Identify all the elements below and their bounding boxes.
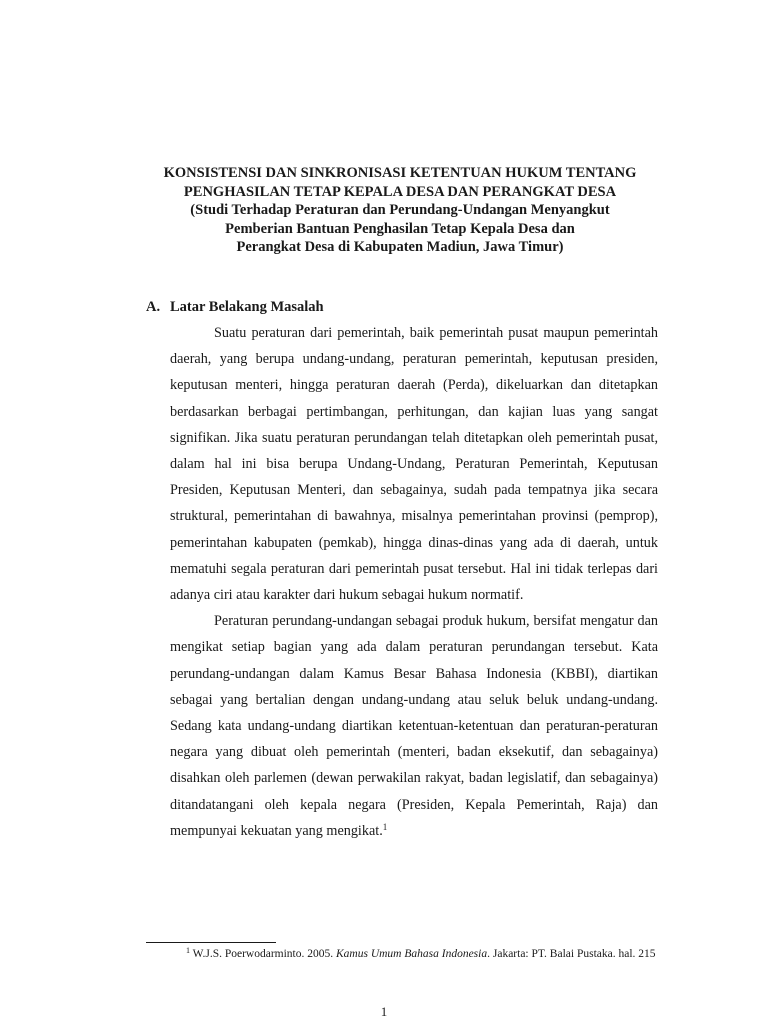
title-line-2: PENGHASILAN TETAP KEPALA DESA DAN PERANGKAT DESA bbox=[183, 183, 617, 200]
subtitle-line-3: Perangkat Desa di Kabupaten Madiun, Jawa Timur) bbox=[236, 239, 564, 255]
page-number: 1 bbox=[380, 1004, 388, 1019]
footnote-marker: 1 bbox=[186, 946, 190, 955]
footnote-author: W.J.S. Poerwodarminto. 2005. bbox=[192, 948, 334, 960]
paragraph-1-text: Suatu peraturan dari pemerintah, baik pemerintah pusat maupun pemerintah daerah, yang berupa undang-undang, peraturan pemerintah, keputusan presiden, keputusan menteri, hingga peraturan daerah (Perda), dikeluarkan dan ditetapkan berdasarkan berbagai pertimbangan, perhitungan, dan kajian luas yang sangat signifikan. Jika suatu peraturan perundangan telah ditetapkan oleh pemerintah pusat, dalam hal ini bisa berupa Undang-Undang, Peraturan Pemerintah, Keputusan Presiden, Keputusan Menteri, dan sebagainya, sudah pada tempatnya jika secara struktural, pemerintahan di bawahnya, misalnya pemerintahan provinsi (pemprop), pemerintahan kabupaten (pemkab), hingga dinas-dinas yang ada di daerah, untuk mematuhi segala peraturan dari pemerintah pusat tersebut. Hal ini tidak terlepas dari adanya ciri atau karakter dari hukum sebagai hukum normatif. bbox=[170, 325, 658, 604]
subtitle-line-1: (Studi Terhadap Peraturan dan Perundang-Undangan Menyangkut bbox=[190, 202, 610, 218]
section-letter: A. bbox=[146, 299, 161, 315]
title-line-1: KONSISTENSI DAN SINKRONISASI KETENTUAN HUKUM TENTANG bbox=[163, 165, 637, 181]
footnote-publisher: . Jakarta: PT. Balai Pustaka. hal. 215 bbox=[487, 948, 656, 960]
section-heading bbox=[146, 297, 324, 317]
paragraph-2-text: Peraturan perundang-undangan sebagai produk hukum, bersifat mengatur dan mengikat setiap bagian yang ada dalam peraturan perundangan tersebut. Kata perundang-undangan dalam Kamus Besar Bahasa Indonesia (KBBI), diartikan sebagai yang bertalian dengan undang-undang atau seluk beluk undang-undang. Sedang kata undang-undang diartikan ketentuan-ketentuan dan peraturan-peraturan negara yang dibuat oleh pemerintah (menteri, badan eksekutif, dan sebagainya) disahkan oleh parlemen (dewan perwakilan rakyat, badan legislatif, dan sebagainya) ditandatangani oleh kepala negara (Presiden, Kepala Pemerintah, Raja) dan mempunyai kekuatan yang mengikat. bbox=[170, 613, 658, 839]
section-heading-text: Latar Belakang Masalah bbox=[170, 299, 324, 315]
subtitle-line-2: Pemberian Bantuan Penghasilan Tetap Kepala Desa dan bbox=[225, 220, 575, 237]
footnote-marker-wrap bbox=[146, 946, 190, 963]
document-title bbox=[100, 164, 700, 257]
footnote-reference[interactable]: 1 bbox=[382, 821, 388, 832]
paragraph-2 bbox=[170, 608, 658, 844]
body-text bbox=[170, 320, 658, 844]
paragraph-1 bbox=[170, 320, 658, 608]
footnote-divider bbox=[146, 942, 276, 943]
footnote bbox=[146, 946, 658, 963]
footnote-book-title: Kamus Umum Bahasa Indonesia bbox=[336, 948, 488, 960]
